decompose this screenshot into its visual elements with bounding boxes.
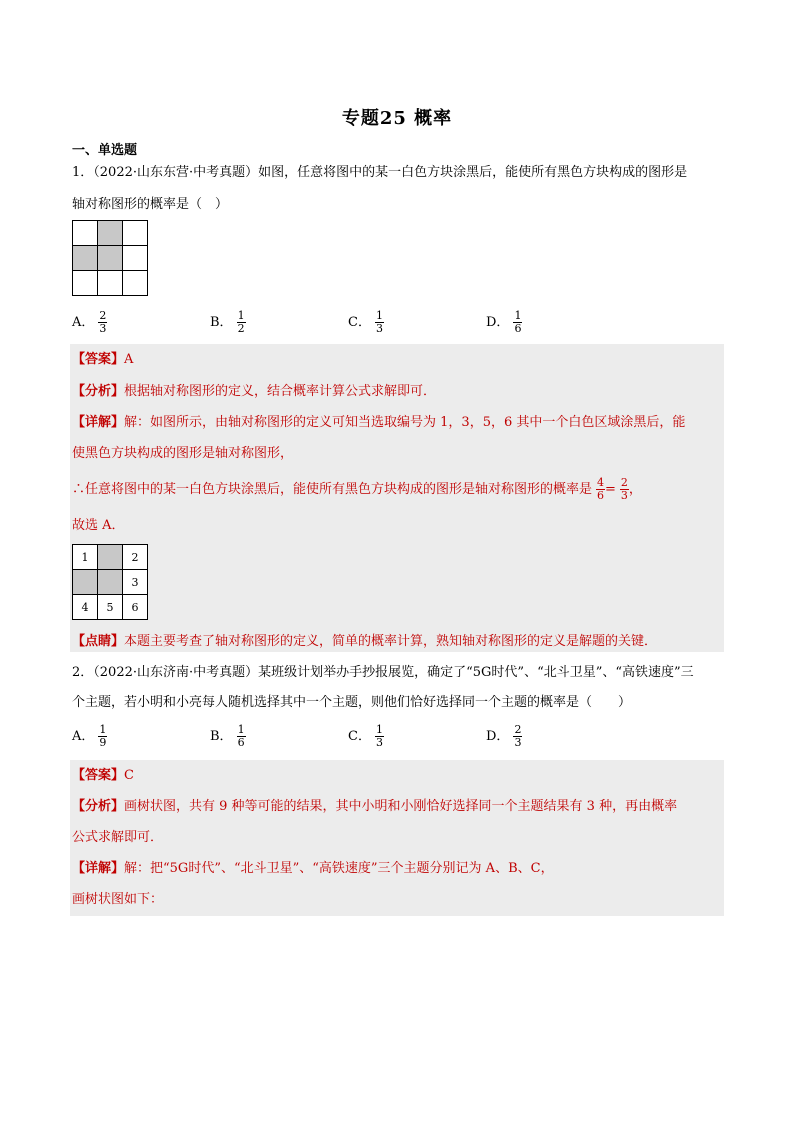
option-fraction [513,724,522,749]
q1-answer [72,350,133,370]
answer-value: A [124,352,134,367]
q2-option-b[interactable] [210,724,246,749]
q2-stem-line1: 2．（2022·山东济南·中考真题）某班级计划举办手抄报展览，确定了“5G时代”、“北斗卫星”、“高铁速度”三 [72,665,694,680]
grid-cell [98,271,123,296]
grid-cell-dark [98,570,123,595]
q1-stem-line2: 轴对称图形的概率是（ ） [72,197,229,212]
detail-text: ∴任意将图中的某一白色方块涂黑后，能使所有黑色方块构成的图形是轴对称图形的概率是 [72,482,593,497]
analysis-text: 画树状图，共有 9 种等可能的结果，其中小明和小刚恰好选择同一个主题结果有 3 种，再由概率 [124,799,678,814]
fraction-denominator: 3 [375,322,383,335]
answer-value: C [124,768,134,783]
grid-cell [123,246,148,271]
fraction-numerator: 2 [620,476,628,489]
fraction-denominator: 3 [514,736,522,749]
q2-analysis-line1 [72,797,677,817]
fraction-numerator: 1 [237,723,245,736]
option-letter: C． [348,315,371,330]
detail-tag: 【详解】 [72,415,125,430]
fraction-denominator: 2 [237,322,245,335]
grid-cell [73,221,98,246]
grid-cell [123,271,148,296]
equals-sign: = [605,482,616,497]
equation-fraction-left [596,477,605,502]
fraction-numerator: 2 [99,309,107,322]
grid-cell-dark [73,570,98,595]
q1-detail-line2: 使黑色方块构成的图形是轴对称图形， [72,446,294,461]
q2-option-d[interactable] [486,724,522,749]
analysis-tag: 【分析】 [72,384,125,399]
comment-tag: 【点睛】 [72,634,125,649]
option-letter: D． [486,729,510,744]
fraction-denominator: 6 [237,736,245,749]
q1-option-a[interactable] [72,310,107,335]
fraction-numerator: 1 [514,309,522,322]
q1-detail-line1 [72,413,685,433]
fraction-numerator: 1 [375,309,383,322]
q2-detail-line1 [72,859,554,879]
grid-cell-dark [98,246,123,271]
q2-stem-line2: 个主题，若小明和小亮每人随机选择其中一个主题，则他们恰好选择同一个主题的概率是（ ） [72,695,632,710]
page-title: 专题25 概率 [341,108,453,129]
option-letter: C． [348,729,371,744]
option-letter: B． [210,729,233,744]
grid-cell-label: 3 [123,570,148,595]
detail-text: 解：如图所示，由轴对称图形的定义可知当选取编号为 1，3，5，6 其中一个白色区域涂黑后，能 [124,415,686,430]
answer-tag: 【答案】 [72,768,125,783]
option-letter: D． [486,315,510,330]
grid-cell-dark [73,246,98,271]
grid-cell-label: 2 [123,545,148,570]
grid-cell [123,221,148,246]
q1-comment [72,632,657,652]
fraction-denominator: 3 [375,736,383,749]
option-fraction [237,724,246,749]
option-fraction [375,724,384,749]
fraction-denominator: 3 [99,322,107,335]
q1-option-b[interactable] [210,310,246,335]
option-letter: B． [210,315,233,330]
fraction-numerator: 4 [597,476,605,489]
grid-cell [73,271,98,296]
option-fraction [237,310,246,335]
q2-analysis-line2: 公式求解即可． [72,830,164,845]
fraction-numerator: 1 [375,723,383,736]
fraction-denominator: 9 [99,736,107,749]
fraction-numerator: 1 [99,723,107,736]
q2-solution-block [70,760,724,916]
fraction-denominator: 6 [597,489,605,502]
option-fraction [513,310,522,335]
option-letter: A． [72,315,95,330]
option-fraction [98,310,107,335]
analysis-tag: 【分析】 [72,799,125,814]
q2-option-a[interactable] [72,724,107,749]
fraction-denominator: 3 [620,489,628,502]
detail-text: 解：把“5G时代”、“北斗卫星”、“高铁速度”三个主题分别记为 A、B、C， [124,861,554,876]
q1-option-d[interactable] [486,310,522,335]
q1-option-c[interactable] [348,310,384,335]
fraction-numerator: 1 [237,309,245,322]
equation-fraction-right [620,477,629,502]
option-letter: A． [72,729,95,744]
section-heading: 一、单选题 [72,143,138,158]
q1-numbered-grid [72,544,148,620]
q1-figure-grid [72,220,148,296]
q2-option-c[interactable] [348,724,384,749]
comment-text: 本题主要考查了轴对称图形的定义，简单的概率计算，熟知轴对称图形的定义是解题的关键． [124,634,658,649]
option-fraction [375,310,384,335]
equation-end: ， [628,482,642,497]
grid-cell-label: 4 [73,595,98,620]
q1-stem-line1: 1．（2022·山东东营·中考真题）如图，任意将图中的某一白色方块涂黑后，能使所有黑色方块构成的图形是 [72,165,688,180]
fraction-numerator: 2 [514,723,522,736]
q2-answer [72,766,134,786]
analysis-text: 根据轴对称图形的定义，结合概率计算公式求解即可． [124,384,437,399]
grid-cell-label: 5 [98,595,123,620]
q1-choose: 故选 A． [72,518,125,533]
q1-detail-line3 [72,476,642,504]
option-fraction [98,724,107,749]
grid-cell-dark [98,221,123,246]
detail-tag: 【详解】 [72,861,125,876]
answer-tag: 【答案】 [72,352,125,367]
q1-analysis [72,382,436,402]
grid-cell-dark [98,545,123,570]
grid-cell-label: 6 [123,595,148,620]
q2-detail-line2: 画树状图如下： [72,892,164,907]
grid-cell-label: 1 [73,545,98,570]
fraction-denominator: 6 [514,322,522,335]
